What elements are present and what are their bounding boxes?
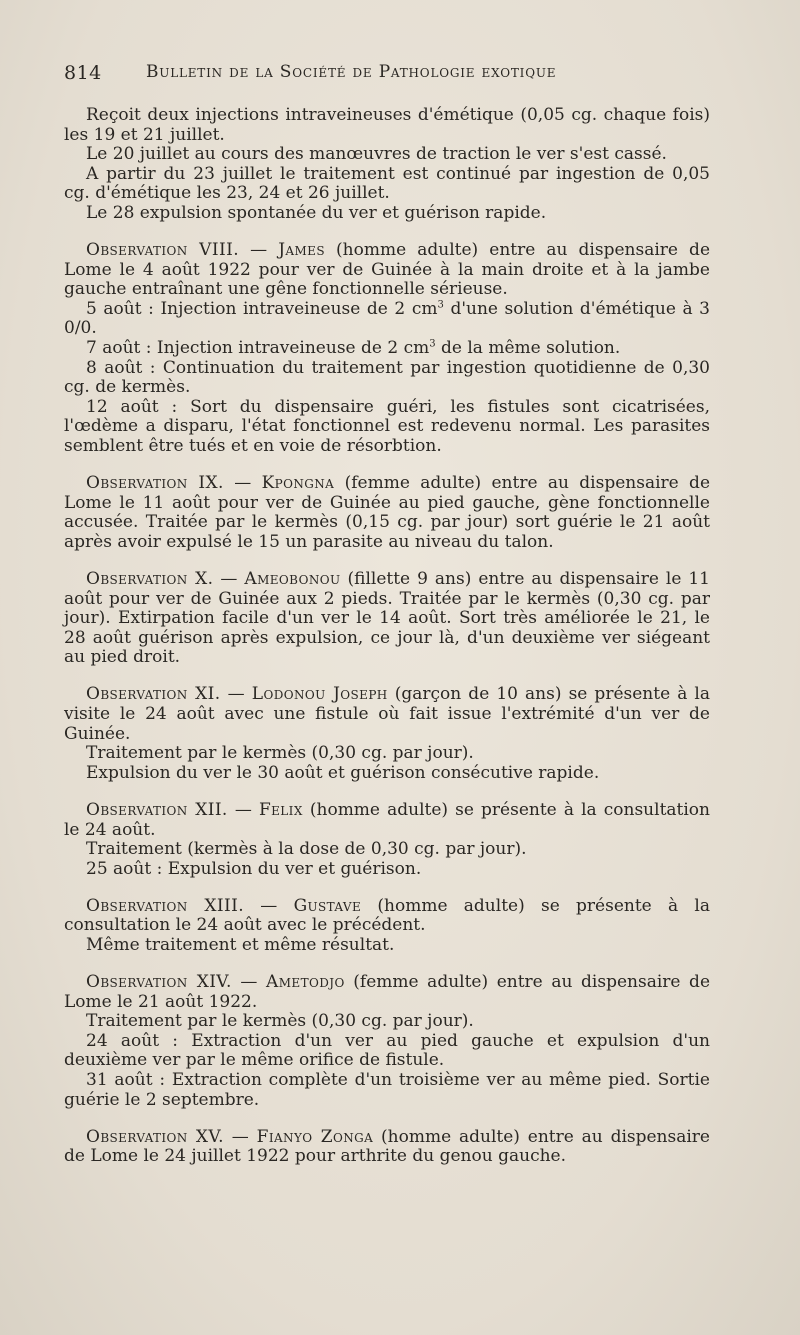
patient-name: Gustave xyxy=(293,895,362,916)
text-segment: 5 août : Injection intraveineuse de 2 cm xyxy=(86,298,438,319)
paragraph: 31 août : Extraction complète d'un troisième ver au même pied. Sortie guérie le 2 septembre. xyxy=(64,1070,710,1110)
observation-text: (femme adulte) entre au dispensaire de Lome le 11 août pour ver de Guinée au pied gauche, gène fonctionnelle accusée. Traitée par le kermès (0,15 cg. par jour) sort guérie le 21 août après avoir expulsé le 15 un parasite au niveau du talon. xyxy=(64,473,711,552)
observation-viii xyxy=(64,241,710,457)
superscript: 3 xyxy=(437,299,444,311)
observation-lead: Observation XI. — Lodonou Joseph (garçon de 10 ans) se présente à la visite le 24 août avec une fistule où fait issue l'extrémité d'un ver de Guinée. xyxy=(64,684,710,744)
observation-xv xyxy=(64,1128,710,1167)
paragraph: Traitement par le kermès (0,30 cg. par jour). xyxy=(86,743,474,764)
observation-text: (fillette 9 ans) entre au dispensaire le 11 août pour ver de Guinée aux 2 pieds. Traitée par le kermès (0,30 cg. par jour). Extirpation facile d'un ver le 14 août. Sort très améliorée le 21, le 28 août guérison après expulsion, ce jour là, d'un deuxième ver siégeant au pied droit. xyxy=(64,568,711,668)
paragraph: Le 28 expulsion spontanée du ver et guérison rapide. xyxy=(86,202,547,223)
paragraph: Le 20 juillet au cours des manœuvres de traction le ver s'est cassé. xyxy=(86,144,667,165)
patient-name: Lodonou Joseph xyxy=(251,684,388,705)
paragraph: Traitement par le kermès (0,30 cg. par jour). xyxy=(86,1011,474,1032)
paragraph: Reçoit deux injections intraveineuses d'émétique (0,05 cg. chaque fois) les 19 et 21 juillet. xyxy=(64,105,710,145)
text-segment: 7 août : Injection intraveineuse de 2 cm xyxy=(86,338,430,359)
observation-xii xyxy=(64,801,710,879)
observation-lead: Observation IX. — Kpongna (femme adulte) entre au dispensaire de Lome le 11 août pour ver de Guinée au pied gauche, gène fonctionnelle accusée. Traitée par le kermès (0,15 cg. par jour) sort guérie le 21 août après avoir expulsé le 15 un parasite au niveau du talon. xyxy=(64,473,711,552)
observation-text: (femme adulte) entre au dispensaire de Lome le 21 août 1922. xyxy=(64,972,711,1012)
observation-text: (garçon de 10 ans) se présente à la visite le 24 août avec une fistule où fait issue l'extrémité d'un ver de Guinée. xyxy=(64,684,710,744)
paragraph: 8 août : Continuation du traitement par ingestion quotidienne de 0,30 cg. de kermès. xyxy=(64,357,710,398)
observation-heading: Observation XI. xyxy=(86,684,221,705)
observation-text: (homme adulte) entre au dispensaire de Lome le 4 août 1922 pour ver de Guinée à la main droite et à la jambe gauche entraînant une gêne fonctionnelle sérieuse. xyxy=(64,240,711,300)
observation-xiv xyxy=(64,973,710,1110)
observation-xi xyxy=(64,685,710,783)
patient-name: James xyxy=(278,240,325,261)
observation-ix xyxy=(64,474,710,552)
page-number: 814 xyxy=(64,62,102,84)
observation-lead: Observation XII. — Felix (homme adulte) se présente à la consultation le 24 août. xyxy=(64,799,710,840)
paragraph: 12 août : Sort du dispensaire guéri, les fistules sont cicatrisées, l'œdème a disparu, l'état fonctionnel est redevenu normal. Les parasites semblent être tués et en voie de résorbtion. xyxy=(64,396,710,456)
observation-heading: Observation VIII. xyxy=(86,240,240,261)
paragraph: Traitement (kermès à la dose de 0,30 cg. par jour). xyxy=(86,839,527,860)
body-text xyxy=(64,106,710,1167)
text-segment: d'une solution d'émétique à 3 0/0. xyxy=(64,298,710,339)
observation-lead: Observation XV. — Fianyo Zonga (homme adulte) entre au dispensaire de Lome le 24 juillet 1922 pour arthrite du genou gauche. xyxy=(64,1126,710,1167)
superscript: 3 xyxy=(429,338,436,350)
observation-lead: Observation XIII. — Gustave (homme adulte) se présente à la consultation le 24 août avec le précédent. xyxy=(64,895,710,936)
paragraph xyxy=(64,339,710,359)
patient-name: Fianyo Zonga xyxy=(256,1126,374,1147)
observation-heading: Observation XII. xyxy=(86,799,228,820)
observation-heading: Observation X. xyxy=(86,568,214,589)
patient-name: Felix xyxy=(258,799,303,820)
observation-lead: Observation X. — Ameobonou (fillette 9 ans) entre au dispensaire le 11 août pour ver de Guinée aux 2 pieds. Traitée par le kermès (0,30 cg. par jour). Extirpation facile d'un ver le 14 août. Sort très améliorée le 21, le 28 août guérison après expulsion, ce jour là, d'un deuxième ver siégeant au pied droit. xyxy=(64,568,711,668)
patient-name: Ametodjo xyxy=(266,972,345,993)
paragraph: 24 août : Extraction d'un ver au pied gauche et expulsion d'un deuxième ver par le même orifice de fistule. xyxy=(64,1030,710,1071)
observation-heading: Observation IX. xyxy=(86,473,224,494)
observation-text: (homme adulte) entre au dispensaire de Lome le 24 juillet 1922 pour arthrite du genou gauche. xyxy=(64,1126,710,1167)
observation-lead: Observation VIII. — James (homme adulte) entre au dispensaire de Lome le 4 août 1922 pour ver de Guinée à la main droite et à la jambe gauche entraînant une gêne fonctionnelle sérieuse. xyxy=(64,240,711,300)
patient-name: Kpongna xyxy=(261,473,335,494)
paragraph: 25 août : Expulsion du ver et guérison. xyxy=(86,858,422,879)
intro-block xyxy=(64,106,710,224)
patient-name: Ameobonou xyxy=(244,568,341,589)
paragraph: A partir du 23 juillet le traitement est continué par ingestion de 0,05 cg. d'émétique les 23, 24 et 26 juillet. xyxy=(64,163,710,204)
observation-heading: Observation XIV. xyxy=(86,972,232,993)
observation-text: (homme adulte) se présente à la consultation le 24 août. xyxy=(64,799,710,840)
observation-x xyxy=(64,570,710,668)
paragraph xyxy=(64,300,710,339)
paragraph: Expulsion du ver le 30 août et guérison consécutive rapide. xyxy=(86,762,600,783)
paragraph: Même traitement et même résultat. xyxy=(86,934,395,955)
observation-heading: Observation XIII. xyxy=(86,895,245,916)
running-title: Bulletin de la Société de Pathologie exotique xyxy=(146,62,557,82)
observation-lead: Observation XIV. — Ametodjo (femme adulte) entre au dispensaire de Lome le 21 août 1922. xyxy=(64,972,711,1012)
observation-xiii xyxy=(64,897,710,956)
text-segment: de la même solution. xyxy=(435,338,621,359)
page-header xyxy=(64,62,714,86)
observation-text: (homme adulte) se présente à la consultation le 24 août avec le précédent. xyxy=(64,895,710,936)
observation-heading: Observation XV. xyxy=(86,1126,224,1147)
